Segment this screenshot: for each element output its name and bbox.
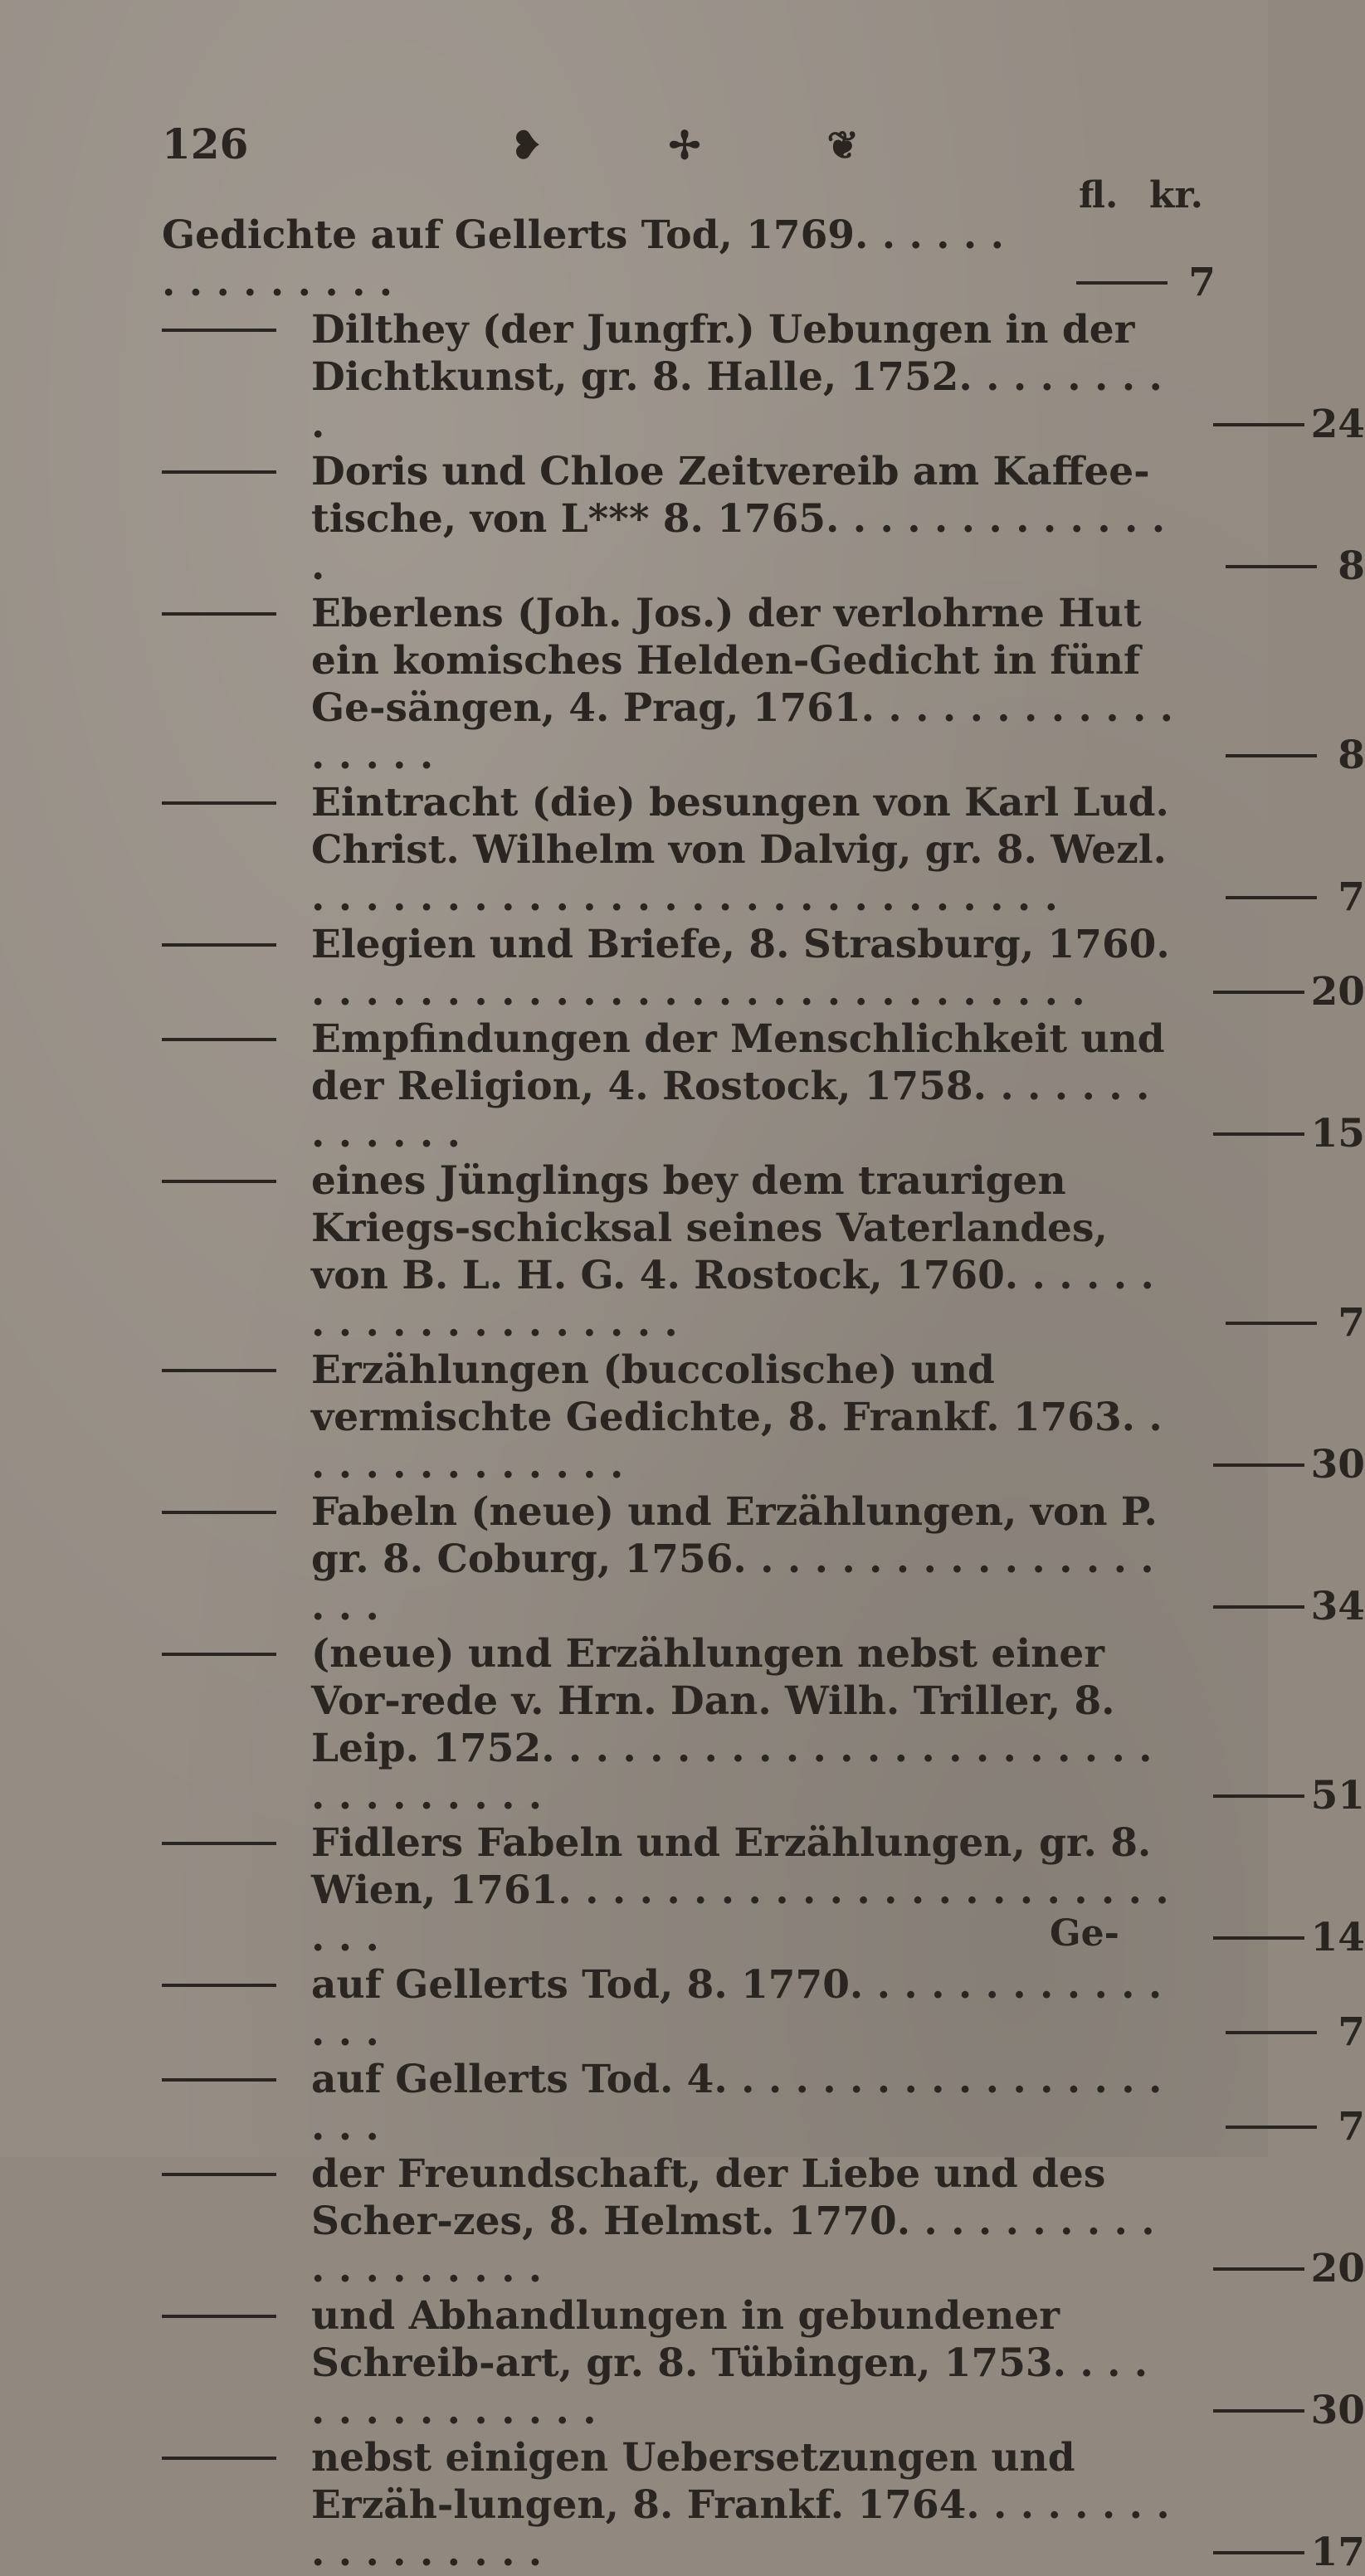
catalog-entry bbox=[162, 1346, 1365, 1488]
ditto-dash bbox=[162, 448, 311, 495]
entry-price bbox=[1191, 1583, 1365, 1630]
entry-price bbox=[1191, 2009, 1365, 2056]
entry-text: eines Jünglings bey dem traurigen Kriegs-schicksal seines Vaterlandes, von B. L. H. G. 4. Rostock, 1760. . . . . . . . . . . . . . . . . . . . bbox=[311, 1158, 1154, 1346]
ornament-center-icon: ✢ bbox=[668, 123, 701, 168]
entry-price-kr: 24 bbox=[1310, 402, 1365, 447]
entry-price-kr: 7 bbox=[1338, 2104, 1365, 2150]
entry-price bbox=[1191, 543, 1365, 590]
ditto-dash bbox=[162, 2434, 311, 2481]
ornament-left-icon: ❥ bbox=[510, 123, 543, 168]
entry-price-kr: 20 bbox=[1310, 969, 1365, 1015]
catalog-entry bbox=[162, 2292, 1365, 2434]
catalog-entry bbox=[162, 1488, 1365, 1630]
catalog-entry bbox=[162, 1819, 1365, 1961]
entry-text: auf Gellerts Tod, 8. 1770. . . . . . . . . . . . . . . bbox=[311, 1962, 1163, 2055]
entry-price bbox=[1191, 1110, 1365, 1157]
entry-price-kr: 17 bbox=[1310, 2530, 1365, 2575]
entry-text: der Freundschaft, der Liebe und des Scher-zes, 8. Helmst. 1770. . . . . . . . . . . . . . . . . . . bbox=[311, 2151, 1155, 2291]
entry-text: und Abhandlungen in gebundener Schreib-art, gr. 8. Tübingen, 1753. . . . . . . . . . . . . . . bbox=[311, 2293, 1148, 2433]
catalog-entry bbox=[162, 779, 1365, 921]
entry-text: Empfindungen der Menschlichkeit und der Religion, 4. Rostock, 1758. . . . . . . . . . . . . bbox=[311, 1016, 1165, 1157]
catalog-entry bbox=[162, 448, 1365, 590]
entry-price-kr: 8 bbox=[1338, 543, 1365, 589]
entry-price-kr: 15 bbox=[1310, 1111, 1365, 1157]
catalog-entry-list bbox=[162, 212, 1365, 2576]
entry-price bbox=[1191, 2103, 1365, 2150]
entry-price bbox=[1191, 1772, 1365, 1819]
entry-price-kr: 7 bbox=[1338, 2009, 1365, 2055]
entry-text: (neue) und Erzählungen nebst einer Vor-rede v. Hrn. Dan. Wilh. Triller, 8. Leip. 1752. . . . . . . . . . . . . . . . . . . . . . . . . . . . . . . . bbox=[311, 1631, 1153, 1819]
ditto-dash bbox=[162, 1961, 311, 2009]
entry-text: Fabeln (neue) und Erzählungen, von P. gr. 8. Coburg, 1756. . . . . . . . . . . . . . . . . . . bbox=[311, 1489, 1158, 1629]
page-header bbox=[162, 116, 1191, 174]
entry-price bbox=[1191, 968, 1365, 1015]
ditto-dash bbox=[162, 590, 311, 637]
entry-price-kr: 51 bbox=[1310, 1773, 1365, 1819]
ditto-dash bbox=[162, 1346, 311, 1394]
entry-price-kr: 34 bbox=[1310, 1584, 1365, 1629]
entry-price bbox=[1191, 401, 1365, 448]
ditto-dash bbox=[162, 2150, 311, 2198]
entry-price bbox=[1191, 1914, 1365, 1961]
entry-price-kr: 14 bbox=[1310, 1915, 1365, 1960]
catalog-entry bbox=[162, 1015, 1365, 1157]
catalog-entry bbox=[162, 590, 1365, 779]
header-ornament bbox=[510, 116, 859, 174]
entry-text: Doris und Chloe Zeitvereib am Kaffee-tische, von L*** 8. 1765. . . . . . . . . . . . . . bbox=[311, 449, 1166, 589]
catalog-entry bbox=[162, 2434, 1365, 2576]
entry-price-kr: 30 bbox=[1310, 1442, 1365, 1488]
catalog-entry bbox=[162, 1157, 1365, 1346]
entry-price-kr: 7 bbox=[1338, 1300, 1365, 1346]
ditto-dash bbox=[162, 1488, 311, 1536]
ditto-dash bbox=[162, 921, 311, 968]
catalog-entry bbox=[162, 1630, 1365, 1819]
entry-text: Erzählungen (buccolische) und vermischte Gedichte, 8. Frankf. 1763. . . . . . . . . . . . . . bbox=[311, 1347, 1163, 1488]
entry-price bbox=[1191, 2387, 1365, 2434]
catalog-entry bbox=[162, 1961, 1365, 2056]
ditto-dash bbox=[162, 306, 311, 353]
ditto-dash bbox=[162, 1015, 311, 1063]
ornament-right-icon: ❦ bbox=[826, 123, 859, 168]
entry-price bbox=[1191, 2245, 1365, 2292]
ditto-dash bbox=[162, 1630, 311, 1678]
entry-price bbox=[1191, 1299, 1365, 1346]
entry-price-kr: 7 bbox=[1338, 874, 1365, 920]
catalog-entry bbox=[162, 921, 1365, 1015]
entry-text: Gedichte auf Gellerts Tod, 1769. . . . . . . . . . . . . . . bbox=[162, 212, 1004, 305]
column-header-fl: fl. bbox=[1079, 174, 1119, 217]
page-number: 126 bbox=[162, 119, 249, 168]
ditto-dash bbox=[162, 779, 311, 826]
entry-price bbox=[1041, 259, 1216, 306]
entry-price bbox=[1191, 732, 1365, 779]
entry-text: auf Gellerts Tod. 4. . . . . . . . . . . . . . . . . . . . bbox=[311, 2057, 1163, 2150]
catalog-entry bbox=[162, 2056, 1365, 2150]
column-header-kr: kr. bbox=[1149, 174, 1203, 217]
entry-text: Eberlens (Joh. Jos.) der verlohrne Hut ein komisches Helden-Gedicht in fünf Ge-sängen, 4. Prag, 1761. . . . . . . . . . . . . . . . . bbox=[311, 591, 1174, 778]
entry-price-kr: 30 bbox=[1310, 2388, 1365, 2433]
entry-price-kr: 7 bbox=[1188, 260, 1216, 305]
ditto-dash bbox=[162, 2292, 311, 2340]
catalog-entry bbox=[162, 2150, 1365, 2292]
ditto-dash bbox=[162, 1157, 311, 1205]
entry-text: Fidlers Fabeln und Erzählungen, gr. 8. Wien, 1761. . . . . . . . . . . . . . . . . . . . . . . . . . bbox=[311, 1820, 1169, 1960]
entry-text: nebst einigen Uebersetzungen und Erzäh-lungen, 8. Frankf. 1764. . . . . . . . . . . . . . . . . bbox=[311, 2435, 1170, 2575]
entry-price bbox=[1191, 2529, 1365, 2576]
ditto-dash bbox=[162, 2056, 311, 2103]
entry-price-kr: 20 bbox=[1310, 2246, 1365, 2291]
catalog-entry bbox=[162, 212, 1216, 306]
entry-price-kr: 8 bbox=[1338, 733, 1365, 778]
entry-text: Dilthey (der Jungfr.) Uebungen in der Dichtkunst, gr. 8. Halle, 1752. . . . . . . . . bbox=[311, 307, 1163, 447]
ditto-dash bbox=[162, 1819, 311, 1867]
catchword: Ge- bbox=[1050, 1912, 1119, 1955]
entry-price bbox=[1191, 1441, 1365, 1488]
catalog-entry bbox=[162, 306, 1365, 448]
entry-text: Elegien und Briefe, 8. Strasburg, 1760. . . . . . . . . . . . . . . . . . . . . . . . . . . . . . bbox=[311, 922, 1170, 1015]
entry-text: Eintracht (die) besungen von Karl Lud. Christ. Wilhelm von Dalvig, gr. 8. Wezl. . . . . . . . . . . . . . . . . . . . . . . . . . . . . bbox=[311, 780, 1169, 920]
entry-price bbox=[1191, 874, 1365, 921]
